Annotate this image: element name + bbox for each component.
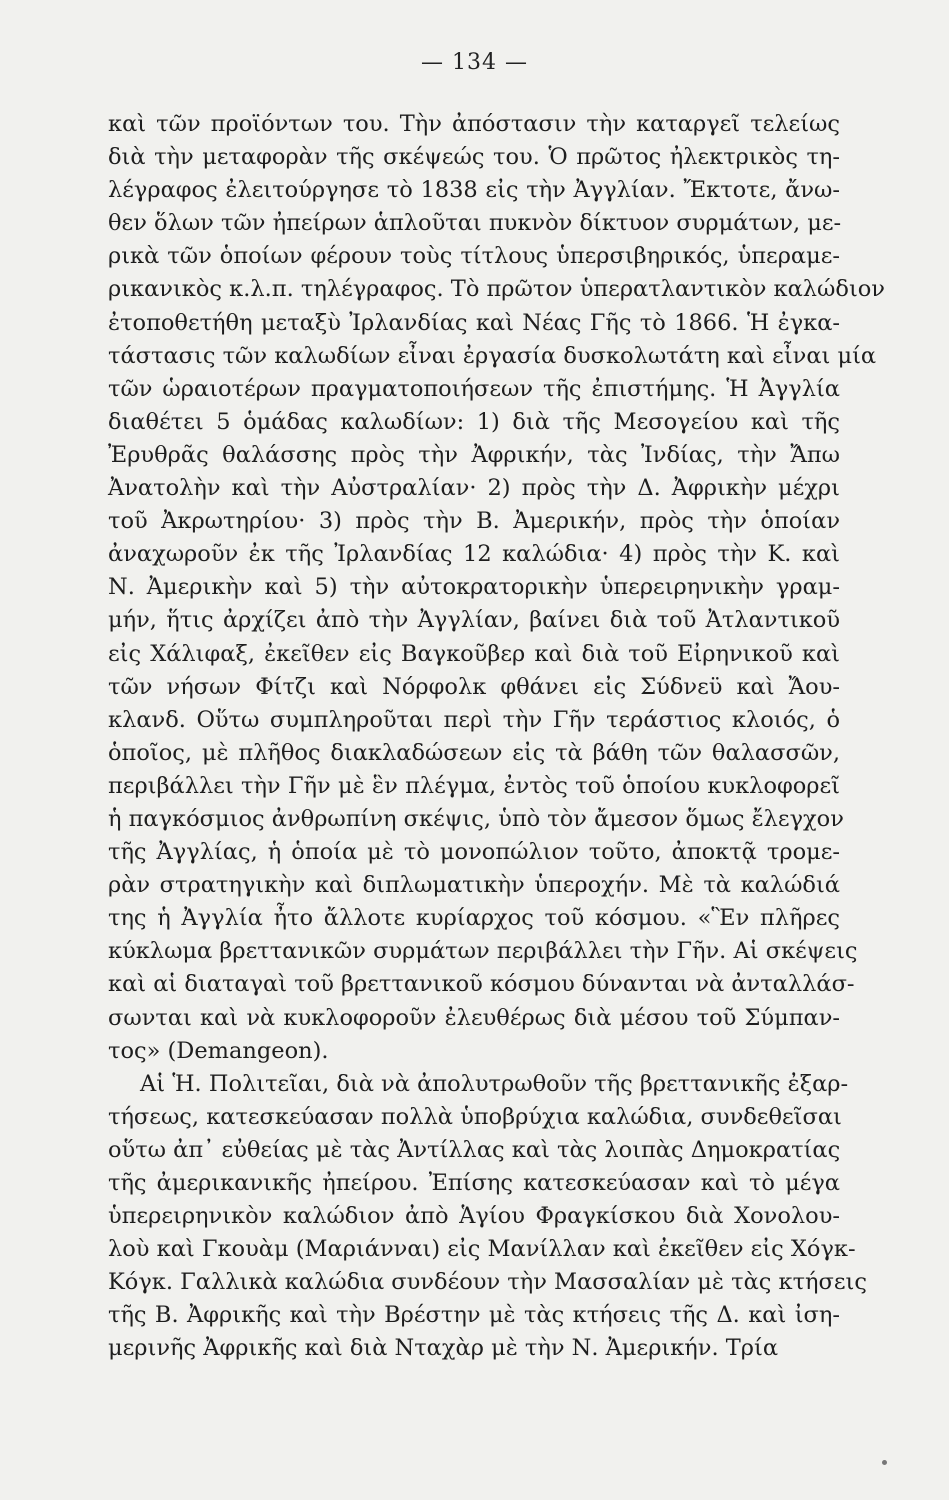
text-line: κλανδ. Οὕτω συμπληροῦται περὶ τὴν Γῆν τεράστιος κλοιός, ὁ — [108, 706, 840, 733]
text-line: Ἀνατολὴν καὶ τὴν Αὐστραλίαν· 2) πρὸς τὴν Δ. Ἀφρικὴν μέχρι — [108, 475, 840, 502]
text-line: ὁποῖος, μὲ πλῆθος διακλαδώσεων εἰς τὰ βάθη τῶν θαλασσῶν, — [108, 739, 840, 766]
text-line: τῶν ὡραιοτέρων πραγματοποιήσεων τῆς ἐπιστήμης. Ἡ Ἀγγλία — [108, 375, 840, 402]
text-line: τῶν νήσων Φίτζι καὶ Νόρφολκ φθάνει εἰς Σύδνεϋ καὶ Ἄου- — [108, 673, 840, 700]
text-line: ἐτοποθετήθη μεταξὺ Ἰρλανδίας καὶ Νέας Γῆς τὸ 1866. Ἡ ἐγκα- — [108, 309, 840, 336]
text-line: τῆς Ἀγγλίας, ἡ ὁποία μὲ τὸ μονοπώλιον τοῦτο, ἀποκτᾷ τρομε- — [108, 839, 840, 866]
text-line: εἰς Χάλιφαξ, ἐκεῖθεν εἰς Βαγκοῦβερ καὶ διὰ τοῦ Εἰρηνικοῦ καὶ — [108, 640, 840, 667]
text-line: θεν ὅλων τῶν ἠπείρων ἁπλοῦται πυκνὸν δίκτυον συρμάτων, με- — [108, 210, 842, 237]
text-line: ἀναχωροῦν ἐκ τῆς Ἰρλανδίας 12 καλώδια· 4) πρὸς τὴν Κ. καὶ — [108, 541, 840, 568]
text-line: Ν. Ἀμερικὴν καὶ 5) τὴν αὐτοκρατορικὴν ὑπερειρηνικὴν γραμ- — [108, 574, 840, 601]
text-line: σωνται καὶ νὰ κυκλοφοροῦν ἐλευθέρως διὰ μέσου τοῦ Σύμπαν- — [108, 1004, 840, 1031]
page-body — [108, 108, 885, 1366]
text-line: λοὺ καὶ Γκουὰμ (Μαριάνναι) εἰς Μανίλλαν καὶ ἐκεῖθεν εἰς Χόγκ- — [108, 1236, 856, 1263]
text-line: καὶ αἱ διαταγαὶ τοῦ βρεττανικοῦ κόσμου δύνανται νὰ ἀνταλλάσ- — [108, 971, 855, 998]
text-line: ὑπερειρηνικὸν καλώδιον ἀπὸ Ἁγίου Φραγκίσκου διὰ Χονολου- — [108, 1203, 840, 1230]
text-line: Αἱ Ἡ. Πολιτεῖαι, διὰ νὰ ἀπολυτρωθοῦν τῆς βρεττανικῆς ἐξαρ- — [140, 1070, 849, 1097]
text-line: καὶ τῶν προϊόντων του. Τὴν ἀπόστασιν τὴν καταργεῖ τελείως — [108, 111, 840, 137]
text-line: τήσεως, κατεσκεύασαν πολλὰ ὑποβρύχια καλώδια, συνδεθεῖσαι — [108, 1103, 842, 1130]
text-line: μήν, ἥτις ἀρχίζει ἀπὸ τὴν Ἀγγλίαν, βαίνει διὰ τοῦ Ἀτλαντικοῦ — [108, 607, 840, 634]
text-line: τάστασις τῶν καλωδίων εἶναι ἐργασία δυσκολωτάτη καὶ εἶναι μία — [108, 342, 877, 369]
text-line: Ἐρυθρᾶς θαλάσσης πρὸς τὴν Ἀφρικήν, τὰς Ἰνδίας, τὴν Ἄπω — [108, 441, 840, 468]
page-speck — [882, 1460, 887, 1465]
page-number: — 134 — — [421, 50, 528, 75]
text-line: μερινῆς Ἀφρικῆς καὶ διὰ Νταχὰρ μὲ τὴν Ν. Ἀμερικήν. Τρία — [108, 1335, 779, 1362]
text-line: τῆς ἀμερικανικῆς ἠπείρου. Ἐπίσης κατεσκεύασαν καὶ τὸ μέγα — [108, 1170, 840, 1196]
text-line: ἡ παγκόσμιος ἀνθρωπίνη σκέψις, ὑπὸ τὸν ἄμεσον ὅμως ἔλεγχον — [108, 805, 844, 832]
text-line: ρὰν στρατηγικὴν καὶ διπλωματικὴν ὑπεροχήν. Μὲ τὰ καλώδιά — [108, 872, 840, 899]
text-line: περιβάλλει τὴν Γῆν μὲ ἓν πλέγμα, ἐντὸς τοῦ ὁποίου κυκλοφορεῖ — [108, 772, 840, 799]
text-line: διὰ τὴν μεταφορὰν τῆς σκέψεώς του. Ὁ πρῶτος ἠλεκτρικὸς τη- — [108, 144, 840, 171]
text-line: διαθέτει 5 ὁμάδας καλωδίων: 1) διὰ τῆς Μεσογείου καὶ τῆς — [108, 408, 840, 435]
text-line: τῆς Β. Ἀφρικῆς καὶ τὴν Βρέστην μὲ τὰς κτήσεις τῆς Δ. καὶ ἰση- — [108, 1302, 840, 1329]
text-line: τοῦ Ἀκρωτηρίου· 3) πρὸς τὴν Β. Ἀμερικήν, πρὸς τὴν ὁποίαν — [108, 508, 840, 535]
paragraph — [108, 1068, 867, 1366]
text-line: της ἡ Ἀγγλία ἦτο ἄλλοτε κυρίαρχος τοῦ κόσμου. «Ἓν πλῆρες — [108, 905, 840, 932]
text-line: κύκλωμα βρεττανικῶν συρμάτων περιβάλλει τὴν Γῆν. Αἱ σκέψεις — [108, 938, 858, 965]
text-line: τος» (Demangeon). — [108, 1037, 329, 1064]
text-line: Κόγκ. Γαλλικὰ καλώδια συνδέουν τὴν Μασσαλίαν μὲ τὰς κτήσεις — [108, 1269, 867, 1296]
text-line: ρικανικὸς κ.λ.π. τηλέγραφος. Τὸ πρῶτον ὑπερατλαντικὸν καλώδιον — [108, 276, 885, 303]
paragraph — [108, 108, 885, 1068]
text-line: λέγραφος ἐλειτούργησε τὸ 1838 εἰς τὴν Ἀγγλίαν. Ἔκτοτε, ἄνω- — [108, 177, 840, 204]
text-line: οὕτω ἀπ᾽ εὐθείας μὲ τὰς Ἀντίλλας καὶ τὰς λοιπὰς Δημοκρατίας — [108, 1136, 841, 1163]
text-line: ρικὰ τῶν ὁποίων φέρουν τοὺς τίτλους ὑπερσιβηρικός, ὑπεραμε- — [108, 243, 840, 270]
